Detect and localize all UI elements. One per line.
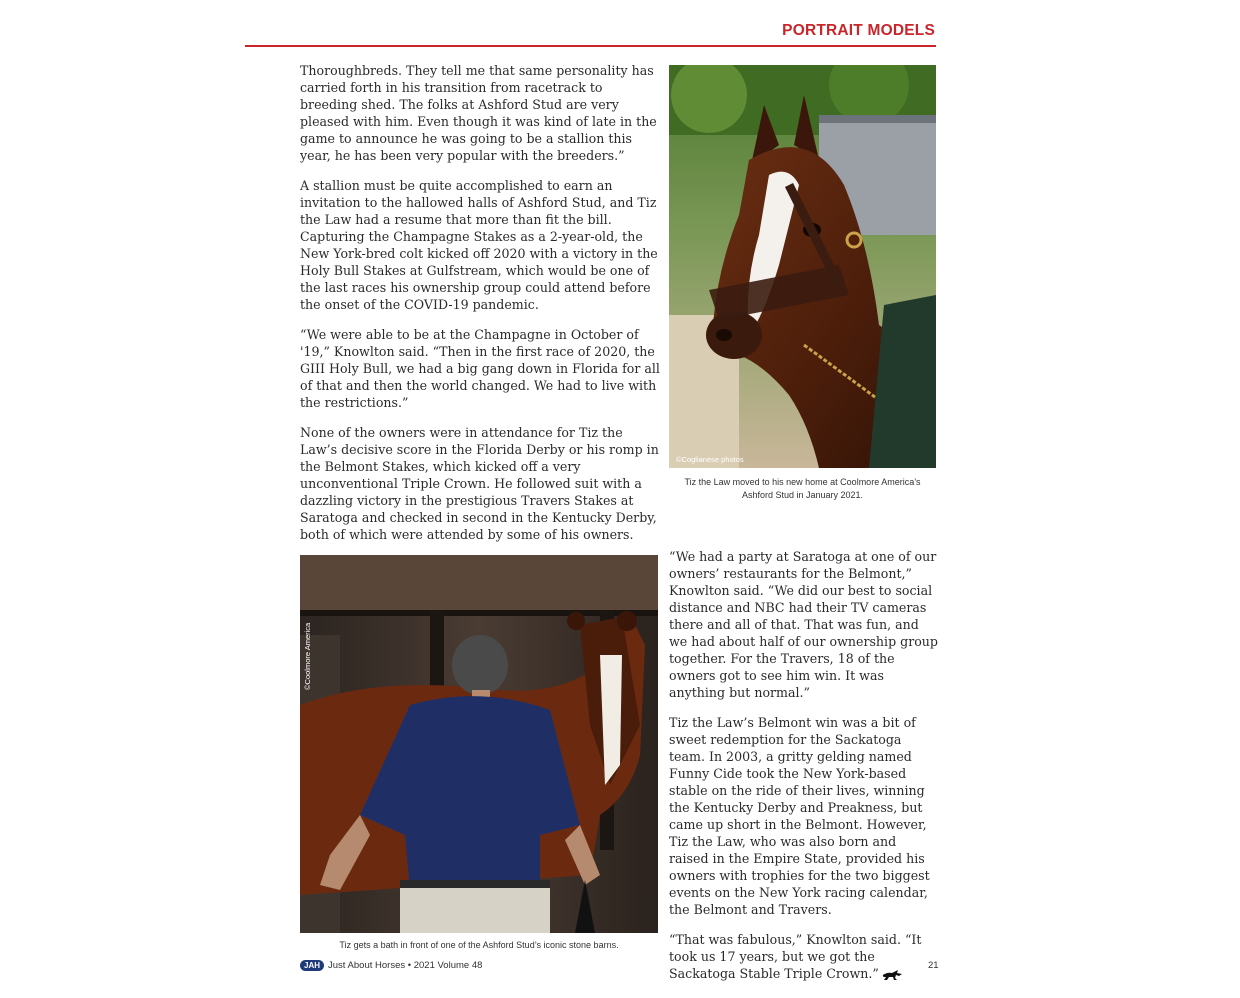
photo-credit: ©Coolmore America bbox=[303, 622, 312, 690]
article-paragraph-text: “That was fabulous,” Knowlton said. “It took us 17 years, but we got the Sackatoga Stable Triple Crown.” bbox=[669, 932, 922, 981]
photo-caption: Tiz gets a bath in front of one of the Ashford Stud’s iconic stone barns. bbox=[339, 940, 619, 950]
horse-portrait-photo bbox=[669, 65, 936, 468]
article-paragraph: None of the owners were in attendance for Tiz the Law’s decisive score in the Florida Derby or his romp in the Belmont Stakes, which kicked off a very unconventional Triple Crown. He followed suit with a dazzling victory in the prestigious Travers Stakes at Saratoga and checked in second in the Kentucky Derby, both of which were attended by some of his owners. bbox=[300, 425, 659, 542]
article-paragraph: A stallion must be quite accomplished to earn an invitation to the hallowed halls of Ashford Stud, and Tiz the Law had a resume that more than fit the bill. Capturing the Champagne Stakes as a 2-year-old, the New York-bred colt kicked off 2020 with a victory in the Holy Bull Stakes at Gulfstream, which would be one of the last races his ownership group could attend before the onset of the COVID-19 pandemic. bbox=[300, 178, 658, 312]
footer-publication bbox=[300, 960, 482, 971]
article-column-right bbox=[669, 548, 939, 995]
header-rule bbox=[245, 45, 936, 47]
horse-portrait-illustration bbox=[669, 65, 936, 468]
section-title: PORTRAIT MODELS bbox=[782, 22, 935, 39]
horse-silhouette-icon bbox=[881, 969, 903, 981]
photo-caption: Tiz the Law moved to his new home at Coolmore America’s Ashford Stud in January 2021. bbox=[684, 477, 921, 500]
photo-credit: ©Coglianese photos bbox=[676, 455, 744, 464]
page-number: 21 bbox=[928, 960, 939, 971]
article-column-left bbox=[300, 62, 662, 556]
jah-logo: JAH bbox=[300, 960, 324, 971]
bath-photo bbox=[300, 555, 658, 933]
publication-name: Just About Horses • 2021 Volume 48 bbox=[328, 960, 483, 971]
article-paragraph-final bbox=[669, 931, 939, 982]
article-paragraph: Thoroughbreds. They tell me that same personality has carried forth in his transition from racetrack to breeding shed. The folks at Ashford Stud are very pleased with him. Even though it was kind of late in the game to announce he was going to be a stallion this year, he has been very popular with the breeders.” bbox=[300, 63, 657, 163]
article-paragraph: Tiz the Law’s Belmont win was a bit of sweet redemption for the Sackatoga team. In 2003, a gritty gelding named Funny Cide took the New York-based stable on the ride of their lives, winning the Kentucky Derby and Preakness, but came up short in the Belmont. However, Tiz the Law, who was also born and raised in the Empire State, provided his owners with trophies for the two biggest events on the New York racing calendar, the Belmont and Travers. bbox=[669, 715, 930, 917]
article-paragraph: “We were able to be at the Champagne in October of '19,” Knowlton said. “Then in the first race of 2020, the GIII Holy Bull, we had a big gang down in Florida for all of that and then the world changed. We had to live with the restrictions.” bbox=[300, 327, 660, 410]
article-paragraph: “We had a party at Saratoga at one of our owners’ restaurants for the Belmont,” Knowlton said. “We did our best to social distance and NBC had their TV cameras there and all of that. That was fun, and we had about half of our ownership group together. For the Travers, 18 of the owners got to see him win. It was anything but normal.” bbox=[669, 549, 938, 700]
bath-illustration bbox=[300, 555, 658, 933]
